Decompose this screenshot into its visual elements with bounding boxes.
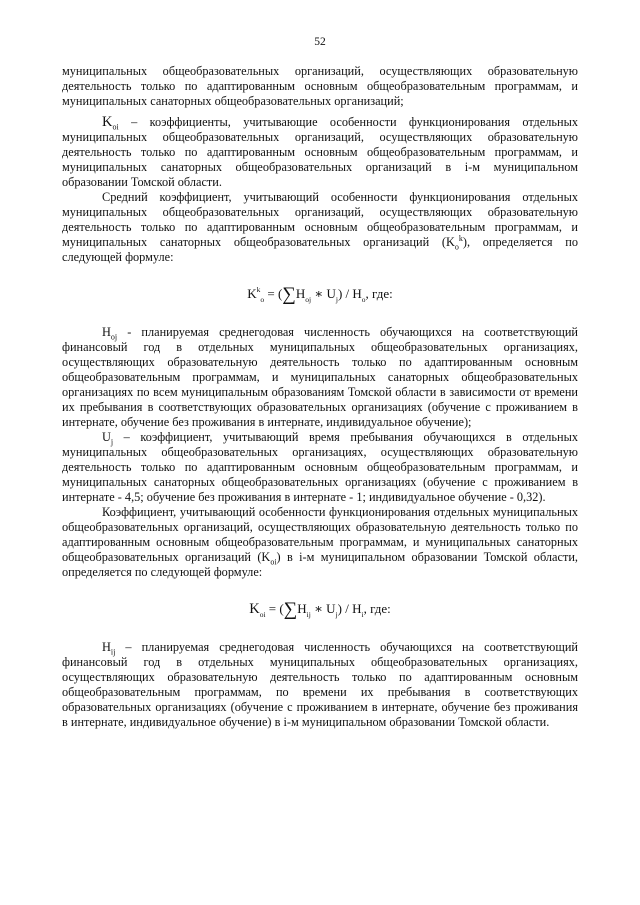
formula-u: U: [326, 601, 336, 616]
formula-lhs-sup: k: [256, 285, 261, 294]
formula-where: , где:: [365, 286, 393, 301]
formula-h-total: H: [352, 286, 362, 301]
paragraph-text-end: ), определяется по следующей формуле:: [62, 235, 579, 264]
page-content: [62, 64, 578, 730]
formula-h-sub: oj: [305, 295, 312, 304]
definition-h-ij: [62, 640, 578, 730]
symbol-sub: о: [454, 242, 459, 252]
paragraph-coefficient: [62, 505, 578, 580]
symbol-sub: ij: [110, 647, 116, 657]
formula-average-coefficient: [62, 283, 578, 305]
definition-text: – коэффициенты, учитывающие особенности функционирования отдельных муниципальных общеобразовательных организаций, осуществляющих образовательную деятельность только по адаптированным основным общеобразовательным программам, и муниципальных санаторных общеобразовательных организаций в i-м муниципальном образовании Томской области.: [62, 115, 578, 189]
definition-h-oj: [62, 325, 578, 430]
paragraph-text: Коэффициент, учитывающий особенности функционирования отдельных муниципальных общеобразовательных организаций, осуществляющих образовательную деятельность только по адаптированным основным общеобразовательным программам, и муниципальных санаторных общеобразовательных организаций (K: [62, 505, 578, 564]
page-number: 52: [314, 36, 326, 48]
symbol-h: H: [102, 640, 111, 654]
definition-text: – коэффициент, учитывающий время пребывания обучающихся в отдельных муниципальных общеобразовательных организациях, осуществляющих образовательную деятельность только по адаптированным основным общеобразовательным программам, и муниципальных санаторных общеобразовательных организациях (обучение с проживанием в интернате - 4,5; обучение без проживания в интернате - 1; индивидуальное обучение - 0,32).: [62, 430, 578, 504]
formula-h-total: H: [352, 601, 362, 616]
formula-u-sub: j: [335, 295, 338, 304]
symbol-sup: k: [458, 233, 463, 243]
formula-coefficient: [62, 598, 578, 620]
formula-where: , где:: [363, 601, 391, 616]
symbol-k: K: [102, 114, 113, 130]
formula-u-sub: j: [335, 610, 338, 619]
formula-h-total-sub: o: [361, 295, 366, 304]
sum-symbol: ∑: [283, 599, 298, 620]
formula-lhs: K: [247, 286, 257, 301]
formula-equals: = (: [264, 286, 283, 301]
formula-lhs-sub: o: [260, 295, 265, 304]
formula-divide: ) /: [337, 286, 353, 301]
symbol-sub: j: [110, 437, 114, 447]
paragraph-intro: муниципальных общеобразовательных организаций, осуществляющих образовательную деятельность только по адаптированным основным общеобразовательным программам, и муниципальных санаторных общеобразовательных организаций;: [62, 64, 578, 108]
symbol-sub: oi: [112, 122, 119, 132]
paragraph-average-coefficient: [62, 190, 578, 265]
formula-u: U: [326, 286, 336, 301]
formula-lhs: K: [249, 601, 260, 617]
formula-h: H: [295, 286, 306, 301]
formula-lhs-sub: oi: [259, 610, 266, 619]
paragraph-text: Средний коэффициент, учитывающий особенности функционирования отдельных муниципальных общеобразовательных организаций, осуществляющих образовательную деятельность только по адаптированным основным общеобразовательным программам, и муниципальных санаторных общеобразовательных организаций (K: [62, 190, 578, 249]
paragraph-text-end: ) в i-м муниципальном образовании Томской области, определяется по следующей формуле:: [62, 550, 578, 579]
symbol-sub: oi: [270, 557, 277, 567]
definition-k-oi: [62, 115, 578, 190]
formula-divide: ) /: [337, 601, 353, 616]
formula-h: H: [297, 601, 307, 616]
formula-times: ∗: [311, 286, 327, 301]
symbol-u: U: [102, 430, 111, 444]
sum-symbol: ∑: [282, 284, 296, 305]
formula-equals: = (: [265, 601, 284, 616]
symbol-h: H: [102, 325, 111, 339]
definition-text: - планируемая среднегодовая численность обучающихся на соответствующий финансовый год в отдельных муниципальных общеобразовательных организациях, осуществляющих образовательную деятельность только по адаптированным основным общеобразовательным программам, и муниципальных санаторных общеобразовательных организациях по всем муниципальным образованиям Томской области в зависимости от времени их пребывания в соответствующих образовательных организациях (обучение с проживанием в интернате, обучение без проживания в интернате, индивидуальное обучение);: [62, 325, 578, 429]
definition-text: – планируемая среднегодовая численность обучающихся на соответствующий финансовый год в отдельных муниципальных общеобразовательных организациях, осуществляющих образовательную деятельность только по адаптированным основным общеобразовательным программам, по времени их пребывания в соответствующих образовательных организациях (обучение с проживанием в интернате, обучение без проживания в интернате, индивидуальное обучение) в i-м муниципальном образовании Томской области.: [62, 640, 578, 729]
definition-u-j: [62, 430, 578, 505]
symbol-sub: oj: [110, 332, 118, 342]
formula-h-total-sub: i: [361, 610, 364, 619]
formula-times: ∗: [310, 601, 327, 616]
formula-h-sub: ij: [306, 610, 311, 619]
